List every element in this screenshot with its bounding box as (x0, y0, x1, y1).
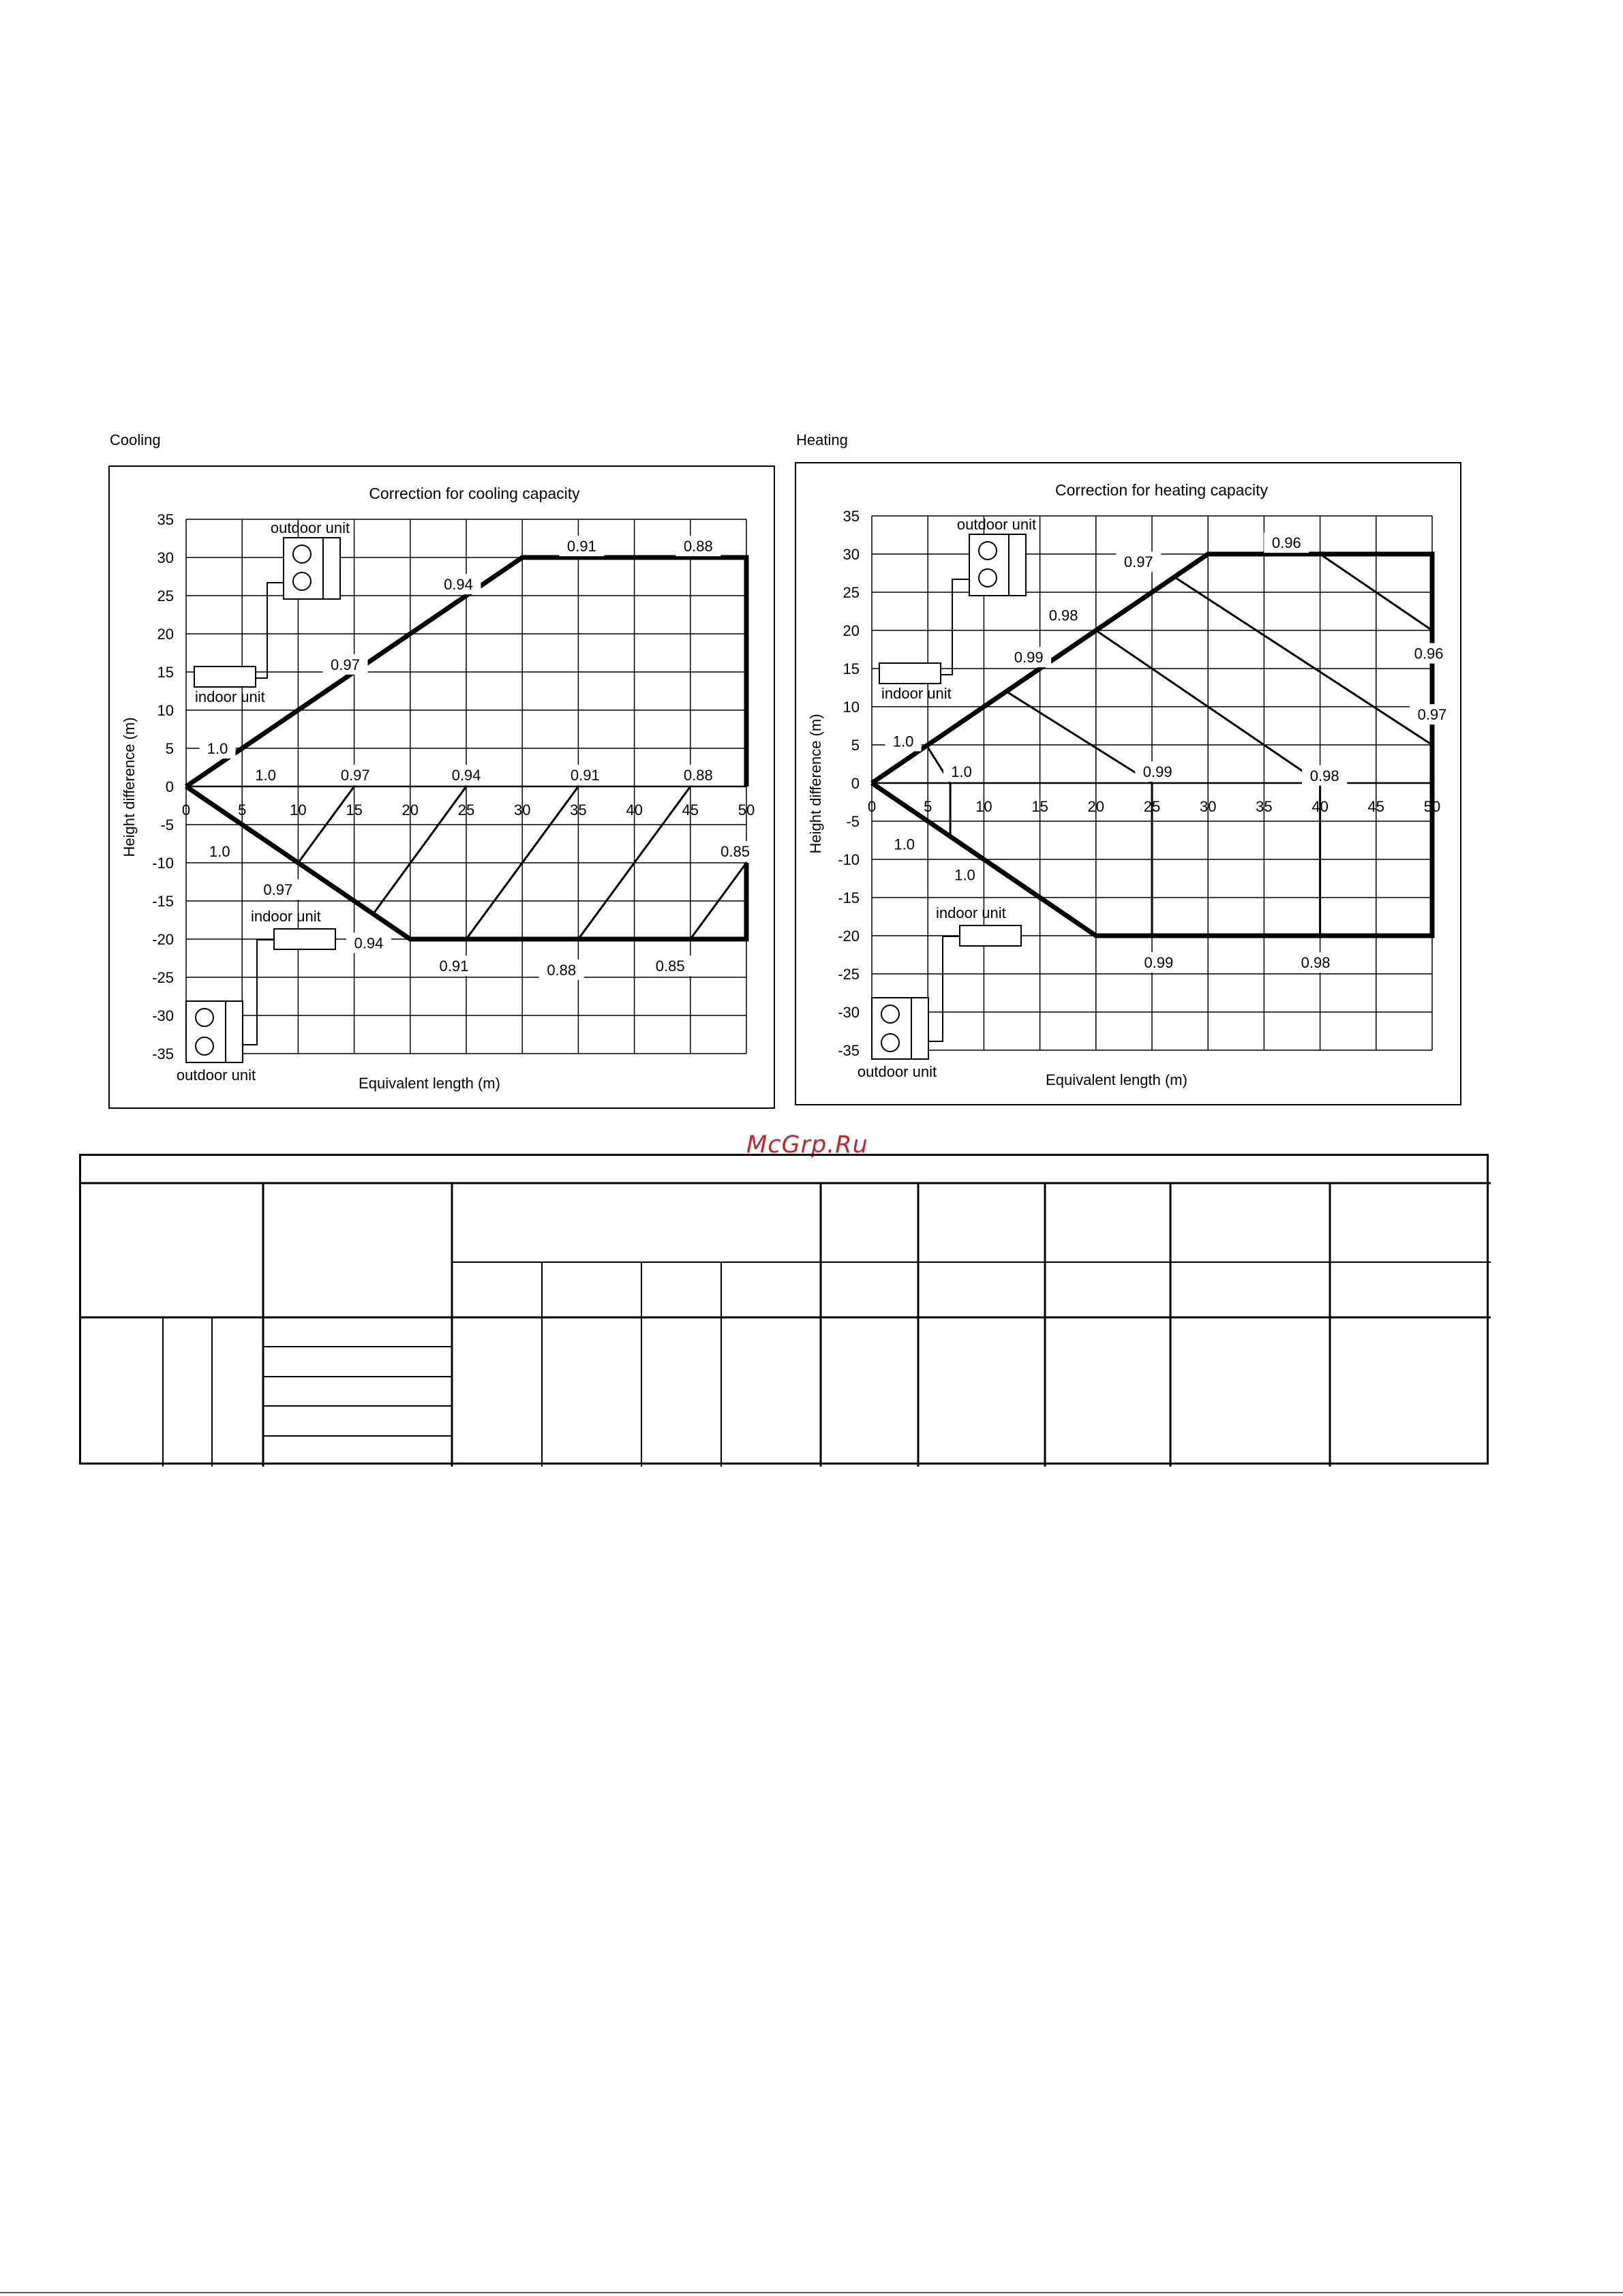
cooling-outdoor-unit-top (284, 538, 340, 599)
cooling-x-tick-label: 45 (682, 801, 699, 818)
cooling-x-tick-label: 10 (290, 801, 307, 818)
cooling-factor-label: 0.94 (444, 576, 473, 594)
heating-y-tick-label: 25 (843, 584, 860, 601)
cooling-x-tick-label: 25 (457, 801, 475, 818)
heating-y-tick-label: 35 (843, 508, 860, 525)
cooling-indoor-unit-top-label: indoor unit (195, 688, 265, 705)
heating-factor-label: 1.0 (951, 763, 972, 781)
heating-x-tick-label: 10 (975, 798, 992, 815)
heating-x-tick-label: 35 (1256, 798, 1273, 815)
heating-outdoor-unit-bottom (872, 998, 928, 1059)
cooling-factor-label: 0.88 (547, 961, 577, 979)
cooling-indoor-unit-top (194, 583, 284, 687)
cooling-factor-label: 0.88 (683, 767, 713, 784)
cooling-y-tick-label: -20 (152, 931, 174, 948)
cooling-x-tick-label: 20 (401, 801, 419, 818)
heating-factor-label: 0.98 (1309, 767, 1339, 784)
specification-table (79, 1154, 1489, 1465)
heating-x-tick-label: 25 (1143, 798, 1161, 815)
heating-factor-label: 0.97 (1417, 706, 1447, 724)
heating-x-tick-label: 20 (1087, 798, 1105, 815)
cooling-correction-line (374, 786, 466, 914)
cooling-outdoor-unit-bottom-label: outdoor unit (176, 1067, 256, 1084)
heating-y-tick-label: 20 (843, 622, 860, 639)
cooling-factor-label: 1.0 (255, 767, 277, 784)
cooling-x-tick-label: 50 (738, 801, 755, 818)
cooling-y-tick-label: 25 (157, 587, 174, 604)
cooling-factor-label: 0.91 (566, 538, 596, 555)
heating-section-label: Heating (796, 431, 848, 448)
heating-factor-label: 0.99 (1142, 763, 1172, 781)
heating-y-tick-label: -35 (838, 1042, 860, 1059)
heating-x-tick-label: 45 (1367, 798, 1385, 815)
cooling-y-tick-label: -35 (152, 1045, 174, 1062)
heating-y-tick-label: -30 (838, 1004, 860, 1021)
heating-y-tick-label: 15 (843, 660, 860, 677)
cooling-y-tick-label: -5 (160, 816, 174, 833)
heating-x-tick-label: 40 (1311, 798, 1329, 815)
heating-x-tick-label: 0 (867, 798, 877, 815)
heating-y-tick-label: -10 (838, 851, 860, 868)
heating-factor-label: 1.0 (954, 866, 975, 884)
cooling-y-tick-label: 10 (157, 702, 174, 719)
cooling-section-label: Cooling (110, 431, 161, 448)
cooling-factor-label: 0.94 (354, 934, 384, 952)
cooling-x-tick-label: 30 (513, 801, 531, 818)
heating-y-tick-label: 10 (843, 699, 860, 716)
cooling-chart-panel (108, 465, 775, 1109)
heating-outdoor-unit-bottom-label: outdoor unit (857, 1063, 937, 1080)
heating-factor-label: 0.96 (1271, 534, 1301, 552)
cooling-chart-title: Correction for cooling capacity (369, 485, 580, 502)
cooling-outdoor-unit-top-label: outdoor unit (270, 519, 350, 536)
heating-factor-label: 0.98 (1048, 607, 1078, 624)
heating-factor-label: 0.97 (1123, 553, 1153, 571)
cooling-x-tick-label: 35 (570, 801, 587, 818)
heating-indoor-unit-top-label: indoor unit (881, 685, 952, 702)
cooling-indoor-unit-bottom-label: indoor unit (251, 908, 321, 925)
heating-correction-line (1006, 692, 1152, 936)
heating-y-tick-label: -15 (838, 889, 860, 906)
cooling-factor-label: 0.97 (340, 767, 370, 784)
cooling-chart (110, 467, 774, 1107)
heating-x-tick-label: 15 (1031, 798, 1048, 815)
cooling-factor-label: 1.0 (207, 740, 228, 757)
heating-y-tick-label: 30 (843, 546, 860, 563)
heating-x-tick-label: 5 (924, 798, 932, 815)
cooling-factor-label: 0.91 (439, 958, 469, 975)
heating-y-tick-label: -20 (838, 928, 860, 945)
heating-correction-line (1174, 577, 1432, 745)
cooling-y-tick-label: 15 (157, 664, 174, 681)
heating-factor-label: 1.0 (894, 836, 915, 853)
heating-factor-label: 1.0 (892, 733, 914, 750)
cooling-y-tick-label: 5 (165, 740, 174, 757)
cooling-factor-label: 0.94 (451, 767, 481, 784)
cooling-y-tick-label: 0 (165, 778, 174, 795)
cooling-factor-label: 0.97 (331, 656, 360, 673)
heating-y-tick-label: -25 (838, 966, 860, 983)
heating-indoor-unit-bottom (928, 925, 1021, 1041)
cooling-factor-label: 0.97 (263, 881, 293, 899)
cooling-x-tick-label: 15 (346, 801, 363, 818)
cooling-y-tick-label: -10 (152, 855, 174, 872)
cooling-x-tick-label: 40 (626, 801, 643, 818)
cooling-factor-label: 1.0 (209, 843, 230, 861)
cooling-factor-label: 0.85 (721, 843, 750, 861)
cooling-y-tick-label: 20 (157, 626, 174, 643)
cooling-indoor-unit-bottom (243, 929, 335, 1045)
heating-chart (796, 463, 1460, 1104)
heating-x-tick-label: 30 (1199, 798, 1217, 815)
cooling-y-tick-label: 30 (157, 549, 174, 566)
cooling-y-axis-label: Height difference (m) (121, 717, 138, 857)
heating-factor-label: 0.99 (1014, 649, 1044, 667)
heating-y-tick-label: -5 (846, 813, 860, 830)
watermark: McGrp.Ru (746, 1131, 868, 1159)
cooling-factor-label: 0.88 (683, 538, 713, 555)
cooling-y-tick-label: 35 (157, 511, 174, 528)
heating-y-axis-label: Height difference (m) (807, 714, 824, 854)
heating-factor-label: 0.99 (1144, 954, 1174, 972)
heating-y-tick-label: 0 (851, 775, 860, 792)
page-bottom-rule (0, 2292, 1623, 2293)
cooling-x-axis-label: Equivalent length (m) (359, 1075, 500, 1092)
heating-outdoor-unit-top-label: outdoor unit (956, 516, 1037, 533)
cooling-factor-label: 0.91 (570, 767, 600, 784)
heating-indoor-unit-top (879, 579, 969, 684)
cooling-factor-label: 0.85 (655, 958, 685, 975)
cooling-y-tick-label: -30 (152, 1007, 174, 1024)
heating-factor-label: 0.98 (1301, 954, 1331, 972)
cooling-x-tick-label: 0 (181, 801, 191, 818)
cooling-y-tick-label: -25 (152, 969, 174, 986)
heating-indoor-unit-bottom-label: indoor unit (936, 904, 1006, 921)
heating-outdoor-unit-top (969, 534, 1026, 596)
heating-chart-panel (795, 462, 1461, 1105)
cooling-outdoor-unit-bottom (186, 1001, 243, 1062)
cooling-y-tick-label: -15 (152, 893, 174, 910)
cooling-x-tick-label: 5 (238, 801, 247, 818)
heating-factor-label: 0.96 (1414, 645, 1444, 662)
heating-x-tick-label: 50 (1423, 798, 1441, 815)
heating-chart-title: Correction for heating capacity (1055, 481, 1268, 499)
specification-table-grid (81, 1156, 1491, 1467)
heating-x-axis-label: Equivalent length (m) (1046, 1071, 1187, 1088)
heating-y-tick-label: 5 (851, 737, 860, 754)
